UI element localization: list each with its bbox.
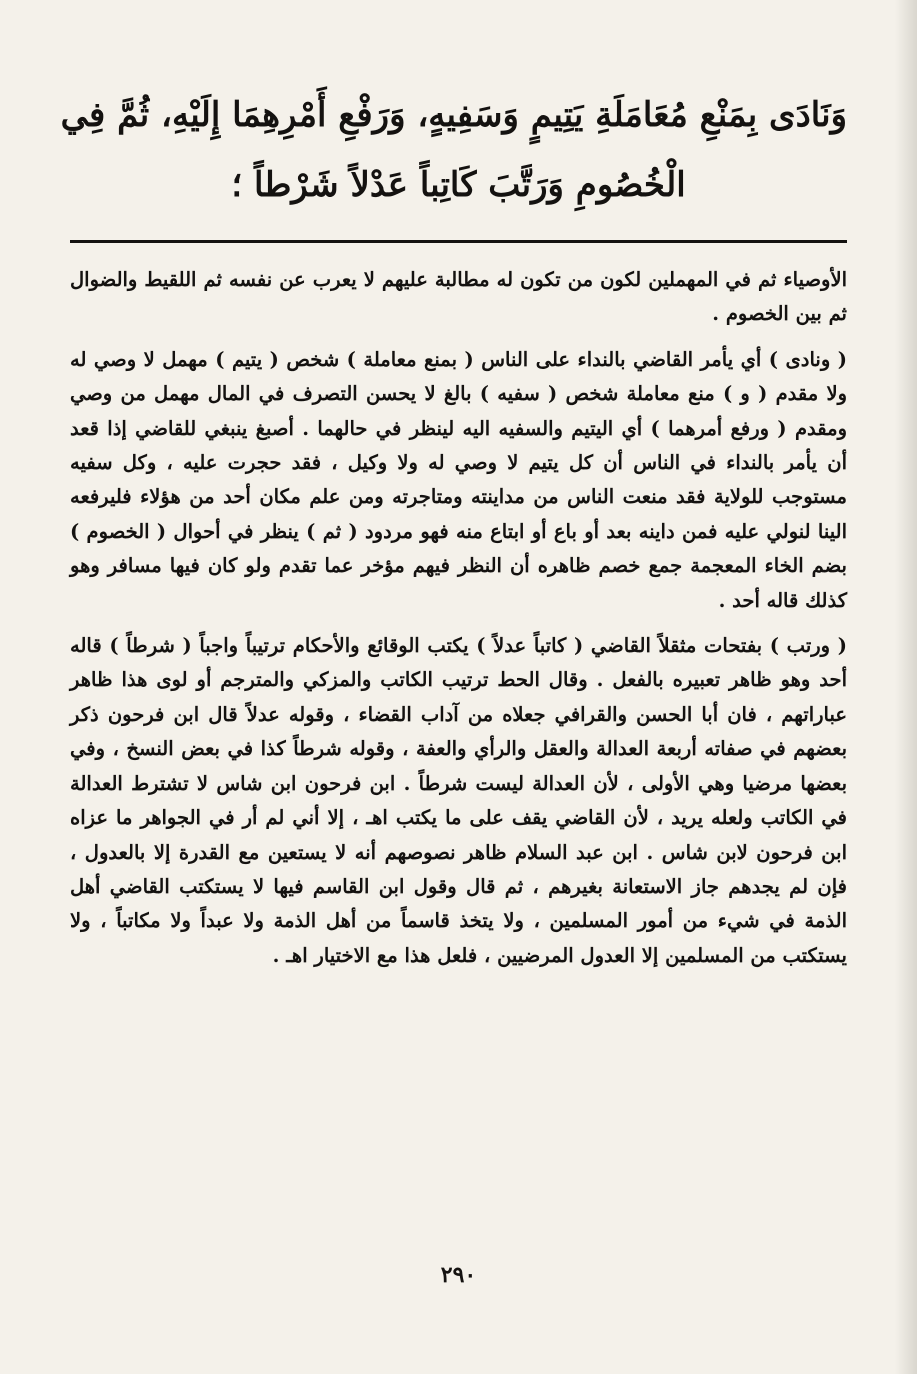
commentary-paragraph-3: ( ورتب ) بفتحات مثقلاً القاضي ( كاتباً عدلاً ) يكتب الوقائع والأحكام ترتيباً واجباً ( شرطاً ) قاله أحد وهو ظاهر تعبيره بالفعل . وقال الحط ترتيب الكاتب والمزكي والمترجم أو لوى هذا ظاهر عباراتهم ، فان أبا الحسن والقرافي جعلاه من آداب القضاء ، وقوله عدلاً قال ابن فرحون ذكر بعضهم في صفاته أربعة العدالة والعقل والرأي والعفة ، وقوله شرطاً كذا في بعض النسخ ، وفي بعضها مرضيا وهي الأولى ، لأن العدالة ليست شرطاً . ابن فرحون ابن شاس لا تشترط العدالة في الكاتب ولعله يريد ، لأن القاضي يقف على ما يكتب اهـ ، إلا أني لم أر في الجواهر ما عزاه ابن فرحون لابن شاس . ابن عبد السلام ظاهر نصوصهم أنه لا يستعين مع القدرة إلا بالعدول ، فإن لم يجدهم جاز الاستعانة بغيرهم ، ثم قال وقول ابن القاسم فيها لا يستكتب القاضي أهل الذمة في شيء من أمور المسلمين ، ولا يتخذ قاسماً من أهل الذمة ولا عبداً ولا مكاتباً ، ولا يستكتب من المسلمين إلا العدول المرضيين ، فلعل هذا مع الاختيار اهـ . bbox=[70, 634, 847, 967]
commentary-paragraph-2: ( ونادى ) أي يأمر القاضي بالنداء على الناس ( بمنع معاملة ) شخص ( يتيم ) مهمل لا وصي له ولا مقدم ( و ) منع معاملة شخص ( سفيه ) بالغ لا يحسن التصرف في المال مهمل من وصي ومقدم ( ورفع أمرهما ) أي اليتيم والسفيه اليه لينظر في حالهما . أصبغ ينبغي للقاضي إذا قعد أن يأمر بالنداء في الناس أن كل يتيم لا وصي له ولا وكيل ، فقد حجرت عليه ، وكل سفيه مستوجب للولاية فقد منعت الناس من مداينته ومتاجرته ومن علم مكان أحد من هؤلاء فليرفعه الينا لنولي عليه فمن داينه بعد أو باع أو ابتاع منه فهو مردود ( ثم ) ينظر في أحوال ( الخصوم ) بضم الخاء المعجمة جمع خصم ظاهره أن النظر فيهم مؤخر عما تقدم ولو كان فيها مسافر وهو كذلك قاله أحد . bbox=[70, 347, 847, 612]
separator-rule bbox=[70, 240, 847, 243]
matn-line-2: الْخُصُومِ وَرَتَّبَ كَاتِباً عَدْلاً شَرْطاً ؛ bbox=[231, 165, 686, 205]
matn-text bbox=[60, 70, 847, 220]
page-number: ٢٩٠ bbox=[440, 1262, 477, 1288]
commentary-paragraph-1: الأوصياء ثم في المهملين لكون من تكون له مطالبة عليهم لا يعرب عن نفسه ثم اللقيط والضوال ثم بين الخصوم . bbox=[70, 268, 847, 326]
commentary-text bbox=[70, 263, 847, 973]
matn-line-1: وَنَادَى بِمَنْعِ مُعَامَلَةِ يَتِيمٍ وَسَفِيهٍ، وَرَفْعِ أَمْرِهِمَا إِلَيْهِ، ثُمَّ فِي bbox=[60, 95, 847, 135]
